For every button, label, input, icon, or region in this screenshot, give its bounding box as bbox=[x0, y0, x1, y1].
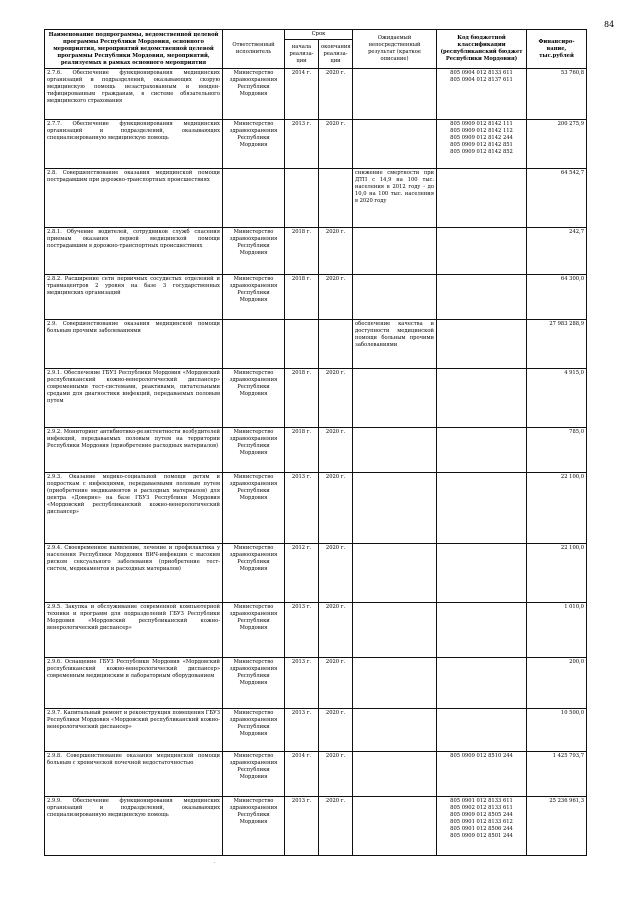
row-kbk bbox=[437, 369, 527, 428]
row-result bbox=[353, 120, 437, 169]
row-end: 2020 г. bbox=[319, 473, 353, 544]
row-finance: 1 425 793,7 bbox=[527, 752, 587, 797]
row-name: 2.9.3. Оказание медико-социальной помощи детям и подросткам с инфекциями, передаваемыми половым путем (приобретение медикаментов и расходных материалов) для центра «Доверие» на базе ГБУЗ Республики Мордовия «Мордовский республиканский кожно-венерологический диспансер» bbox=[45, 473, 223, 544]
row-end: 2020 г. bbox=[319, 428, 353, 473]
row-end: 2020 г. bbox=[319, 709, 353, 752]
row-result: снижение смертности при ДТП с 14,9 на 100 тыс. населения в 2012 году - до 10,0 на 100 тыс. населения в 2020 году bbox=[353, 169, 437, 228]
row-end: 2020 г. bbox=[319, 275, 353, 320]
row-name: 2.9.4. Своевременное выявление, лечение и профилактика у населения Республики Мордовия ВИЧ-инфекции с высоким риском сексуального заболевания (приобретение тест-систем, медикаментов и расходных материалов) bbox=[45, 544, 223, 603]
kbk-code: 805 0909 012 8142 112 bbox=[450, 128, 513, 134]
table-row bbox=[45, 752, 587, 797]
table-row bbox=[45, 797, 587, 856]
kbk-code: 805 0909 012 8142 851 bbox=[450, 142, 513, 148]
row-kbk bbox=[437, 169, 527, 228]
table-row bbox=[45, 709, 587, 752]
table-row bbox=[45, 603, 587, 658]
header-finance: Финансиро-вание, тыс.рублей bbox=[527, 30, 587, 69]
row-end bbox=[319, 169, 353, 228]
table-row bbox=[45, 228, 587, 275]
row-result bbox=[353, 603, 437, 658]
row-start: 2013 г. bbox=[285, 709, 319, 752]
row-result bbox=[353, 428, 437, 473]
row-executor: Министерство здравоохранения Республики Мордовия bbox=[223, 228, 285, 275]
table-row bbox=[45, 275, 587, 320]
kbk-code: 805 0904 012 8133 611 bbox=[450, 70, 513, 76]
row-kbk bbox=[437, 473, 527, 544]
row-name: 2.9.2. Мониторинг антибиотико-резистентности возбудителей инфекций, передаваемых половым путем на территории Республики Мордовия (приобретение расходных материалов) bbox=[45, 428, 223, 473]
row-name: 2.9. Совершенствование оказания медицинской помощи больным прочими заболеваниями bbox=[45, 320, 223, 369]
row-result bbox=[353, 658, 437, 709]
row-executor: Министерство здравоохранения Республики Мордовия bbox=[223, 369, 285, 428]
page-number: 84 bbox=[604, 20, 615, 29]
kbk-code: 805 0909 012 8142 852 bbox=[450, 149, 513, 155]
kbk-code: 805 0909 012 8142 244 bbox=[450, 135, 513, 141]
footer-mark: · bbox=[214, 860, 216, 866]
program-table bbox=[44, 29, 587, 856]
row-kbk bbox=[437, 658, 527, 709]
row-result bbox=[353, 473, 437, 544]
row-name: 2.9.5. Закупка и обслуживание современной компьютерной техники и программ для подразделений ГБУЗ Республики Мордовия «Мордовский республиканский кожно-венерологический диспансер» bbox=[45, 603, 223, 658]
row-name: 2.9.7. Капитальный ремонт и реконструкция помещения ГБУЗ Республики Мордовия «Мордовский республиканский кожно-венерологический диспансер» bbox=[45, 709, 223, 752]
kbk-code: 805 0901 012 8506 244 bbox=[450, 826, 513, 832]
row-end: 2020 г. bbox=[319, 544, 353, 603]
row-result bbox=[353, 752, 437, 797]
row-executor: Министерство здравоохранения Республики Мордовия bbox=[223, 658, 285, 709]
header-kbk: Код бюджетной классификации (республиканский бюджет Республики Мордовия) bbox=[437, 30, 527, 69]
row-start: 2013 г. bbox=[285, 797, 319, 856]
row-end: 2020 г. bbox=[319, 752, 353, 797]
kbk-code: 805 0909 012 8501 244 bbox=[450, 833, 513, 839]
row-executor: Министерство здравоохранения Республики Мордовия bbox=[223, 275, 285, 320]
table-row bbox=[45, 120, 587, 169]
row-end: 2020 г. bbox=[319, 369, 353, 428]
kbk-code: 805 0901 012 8133 611 bbox=[450, 798, 513, 804]
row-finance: 22 100,0 bbox=[527, 473, 587, 544]
table-row bbox=[45, 69, 587, 120]
row-start: 2018 г. bbox=[285, 369, 319, 428]
row-executor: Министерство здравоохранения Республики Мордовия bbox=[223, 797, 285, 856]
row-result bbox=[353, 709, 437, 752]
row-executor: Министерство здравоохранения Республики Мордовия bbox=[223, 69, 285, 120]
row-finance: 27 983 288,9 bbox=[527, 320, 587, 369]
row-result bbox=[353, 544, 437, 603]
header-name: Наименование подпрограммы, ведомственной целевой программы Республики Мордовия, основного мероприятия, мероприятий ведомственной целевой программы Республики Мордовия, мероприятий, реализуемых в рамках основного мероприятия bbox=[45, 30, 223, 69]
row-finance: 64 300,0 bbox=[527, 275, 587, 320]
row-kbk bbox=[437, 275, 527, 320]
row-kbk bbox=[437, 120, 527, 169]
row-kbk bbox=[437, 428, 527, 473]
row-name: 2.7.7. Обеспечение функционирования медицинских организаций и подразделений, оказывающих специализированную медицинскую помощь bbox=[45, 120, 223, 169]
row-start: 2018 г. bbox=[285, 228, 319, 275]
table-row bbox=[45, 473, 587, 544]
row-start: 2014 г. bbox=[285, 752, 319, 797]
header-executor: Ответственный исполнитель bbox=[223, 30, 285, 69]
row-name: 2.7.6. Обеспечение функционирования медицинских организаций и подразделений, оказывающих скорую медицинскую помощь незастрахованным и неиден-тифицированным гражданам, в системе обязательного медицинского страхования bbox=[45, 69, 223, 120]
row-kbk bbox=[437, 544, 527, 603]
row-start: 2014 г. bbox=[285, 69, 319, 120]
row-start bbox=[285, 320, 319, 369]
row-end: 2020 г. bbox=[319, 228, 353, 275]
row-finance: 200 275,9 bbox=[527, 120, 587, 169]
row-finance: 25 236 961,3 bbox=[527, 797, 587, 856]
kbk-code: 805 0902 012 8133 611 bbox=[450, 805, 513, 811]
table-row bbox=[45, 169, 587, 228]
table-row bbox=[45, 428, 587, 473]
table-row bbox=[45, 658, 587, 709]
row-kbk bbox=[437, 320, 527, 369]
row-result bbox=[353, 369, 437, 428]
row-end: 2020 г. bbox=[319, 69, 353, 120]
row-finance: 53 760,8 bbox=[527, 69, 587, 120]
row-start bbox=[285, 169, 319, 228]
row-executor: Министерство здравоохранения Республики Мордовия bbox=[223, 120, 285, 169]
row-executor: Министерство здравоохранения Республики Мордовия bbox=[223, 709, 285, 752]
table-row bbox=[45, 320, 587, 369]
row-name: 2.8.1. Обучение водителей, сотрудников служб спасения приемам оказания первой медицинской помощи пострадавшим в дорожно-транспортных происшествиях bbox=[45, 228, 223, 275]
row-start: 2013 г. bbox=[285, 603, 319, 658]
row-finance: 64 542,7 bbox=[527, 169, 587, 228]
header-term-end: окончания реализа-ции bbox=[319, 40, 353, 69]
kbk-code: 805 0909 012 8142 111 bbox=[450, 121, 513, 127]
row-kbk bbox=[437, 603, 527, 658]
row-name: 2.9.9. Обеспечение функционирования медицинских организаций и подразделений, оказывающих специализированную медицинскую помощь bbox=[45, 797, 223, 856]
row-start: 2018 г. bbox=[285, 428, 319, 473]
kbk-code: 805 0901 012 8133 612 bbox=[450, 819, 513, 825]
row-finance: 22 100,0 bbox=[527, 544, 587, 603]
row-finance: 4 915,0 bbox=[527, 369, 587, 428]
row-executor: Министерство здравоохранения Республики Мордовия bbox=[223, 544, 285, 603]
kbk-code: 805 0904 012 8137 611 bbox=[450, 77, 513, 83]
row-kbk bbox=[437, 752, 527, 797]
row-executor bbox=[223, 320, 285, 369]
row-finance: 785,0 bbox=[527, 428, 587, 473]
table-row bbox=[45, 369, 587, 428]
header-row bbox=[45, 30, 587, 40]
header-result: Ожидаемый непосредственный результат (краткое описание) bbox=[353, 30, 437, 69]
row-result bbox=[353, 228, 437, 275]
row-finance: 10 500,0 bbox=[527, 709, 587, 752]
row-kbk bbox=[437, 709, 527, 752]
row-result bbox=[353, 797, 437, 856]
row-start: 2013 г. bbox=[285, 473, 319, 544]
row-name: 2.9.1. Обеспечение ГБУЗ Республики Мордовия «Мордовский республиканский кожно-венерологический диспансер» современными тест-системами, реактивами, питательными средами для диагностики инфекций, передаваемых половым путем bbox=[45, 369, 223, 428]
table-row bbox=[45, 544, 587, 603]
row-start: 2013 г. bbox=[285, 120, 319, 169]
row-end: 2020 г. bbox=[319, 603, 353, 658]
header-term-start: начала реализа-ции bbox=[285, 40, 319, 69]
row-kbk bbox=[437, 228, 527, 275]
row-executor: Министерство здравоохранения Республики Мордовия bbox=[223, 752, 285, 797]
row-end bbox=[319, 320, 353, 369]
row-end: 2020 г. bbox=[319, 797, 353, 856]
row-name: 2.8.2. Расширение сети первичных сосудистых отделений и травмацентров 2 уровня на базе 3 государственных медицинских организаций bbox=[45, 275, 223, 320]
row-result: обеспечение качества и доступности медицинской помощи больным прочими заболеваниями bbox=[353, 320, 437, 369]
header-term: Срок bbox=[285, 30, 353, 40]
kbk-code: 805 0909 012 8505 244 bbox=[450, 812, 513, 818]
row-start: 2012 г. bbox=[285, 544, 319, 603]
kbk-code: 805 0909 012 8510 244 bbox=[450, 753, 513, 759]
row-finance: 242,7 bbox=[527, 228, 587, 275]
row-finance: 1 010,0 bbox=[527, 603, 587, 658]
row-name: 2.9.6. Оснащение ГБУЗ Республики Мордовия «Мордовский республиканский кожно-венерологический диспансер» современным медицинским и лабораторным оборудованием bbox=[45, 658, 223, 709]
row-name: 2.8. Совершенствование оказания медицинской помощи пострадавшим при дорожно-транспортных происшествиях bbox=[45, 169, 223, 228]
row-finance: 200,0 bbox=[527, 658, 587, 709]
row-executor: Министерство здравоохранения Республики Мордовия bbox=[223, 473, 285, 544]
row-kbk bbox=[437, 797, 527, 856]
row-result bbox=[353, 69, 437, 120]
row-end: 2020 г. bbox=[319, 658, 353, 709]
row-end: 2020 г. bbox=[319, 120, 353, 169]
row-executor: Министерство здравоохранения Республики Мордовия bbox=[223, 603, 285, 658]
row-executor: Министерство здравоохранения Республики Мордовия bbox=[223, 428, 285, 473]
row-start: 2013 г. bbox=[285, 658, 319, 709]
row-kbk bbox=[437, 69, 527, 120]
row-result bbox=[353, 275, 437, 320]
row-start: 2018 г. bbox=[285, 275, 319, 320]
row-name: 2.9.8. Совершенствование оказания медицинской помощи больным с хронической почечной недостаточностью bbox=[45, 752, 223, 797]
row-executor bbox=[223, 169, 285, 228]
